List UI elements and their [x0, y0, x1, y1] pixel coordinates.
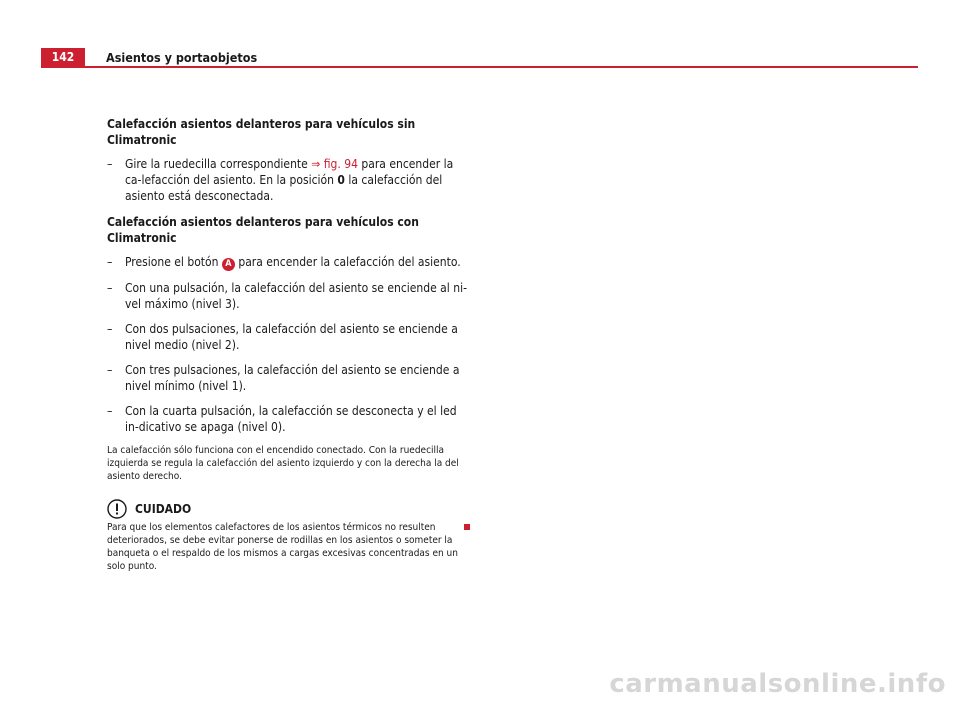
dash-bullet: – — [107, 322, 113, 336]
button-a-badge: A — [222, 258, 235, 271]
caution-title: CUIDADO — [135, 502, 192, 516]
caution-body: Para que los elementos calefactores de los asientos térmicos no resulten deteriorados, se debe evitar ponerse de rodillas en los asientos o someter la banqueta o el respaldo de los mismos a cargas excesivas concentradas en un solo punto. — [107, 522, 458, 572]
caution-header — [107, 499, 467, 519]
main-column — [107, 116, 467, 573]
step-text: para encender la calefacción del asiento. — [234, 255, 461, 269]
step-item — [107, 403, 467, 435]
step-text: para encender la ca-lefacción del asiento. En la posición — [125, 157, 454, 187]
info-note: La calefacción sólo funciona con el encendido conectado. Con la ruedecilla izquierda se regula la calefacción del asiento izquierdo y con la derecha la del asiento derecho. — [107, 445, 459, 482]
step-text: Con tres pulsaciones, la calefacción del asiento se enciende a nivel mínimo (nivel 1). — [125, 363, 460, 393]
step-text: Presione el botón — [125, 255, 222, 269]
page-number: 142 — [41, 48, 85, 67]
header-rule — [41, 66, 918, 68]
step-text: la calefacción del asiento está desconectada. — [125, 173, 443, 203]
watermark: carmanualsonline.info — [609, 669, 946, 699]
heading-with-climatronic: Calefacción asientos delanteros para vehículos con Climatronic — [107, 215, 419, 245]
step-item — [107, 254, 467, 271]
warning-exclamation-icon — [107, 499, 127, 519]
step-item — [107, 156, 467, 204]
step-text: Con la cuarta pulsación, la calefacción se desconecta y el led in-dicativo se apaga (nivel 0). — [125, 404, 457, 434]
step-item — [107, 321, 467, 353]
step-text: Gire la ruedecilla correspondiente — [125, 157, 312, 171]
section-title: Asientos y portaobjetos — [106, 50, 258, 65]
dash-bullet: – — [107, 404, 113, 418]
step-text: Con una pulsación, la calefacción del asiento se enciende al ni-vel máximo (nivel 3). — [125, 281, 467, 311]
step-text: Con dos pulsaciones, la calefacción del asiento se enciende a nivel medio (nivel 2). — [125, 322, 458, 352]
figure-link[interactable]: ⇒ fig. 94 — [311, 157, 358, 171]
dash-bullet: – — [107, 255, 113, 269]
dash-bullet: – — [107, 157, 113, 171]
dash-bullet: – — [107, 281, 113, 295]
dash-bullet: – — [107, 363, 113, 377]
section-end-marker — [464, 524, 470, 530]
heading-without-climatronic: Calefacción asientos delanteros para vehículos sin Climatronic — [107, 117, 416, 147]
step-item — [107, 280, 467, 312]
position-value: 0 — [337, 173, 345, 187]
step-item — [107, 362, 467, 394]
